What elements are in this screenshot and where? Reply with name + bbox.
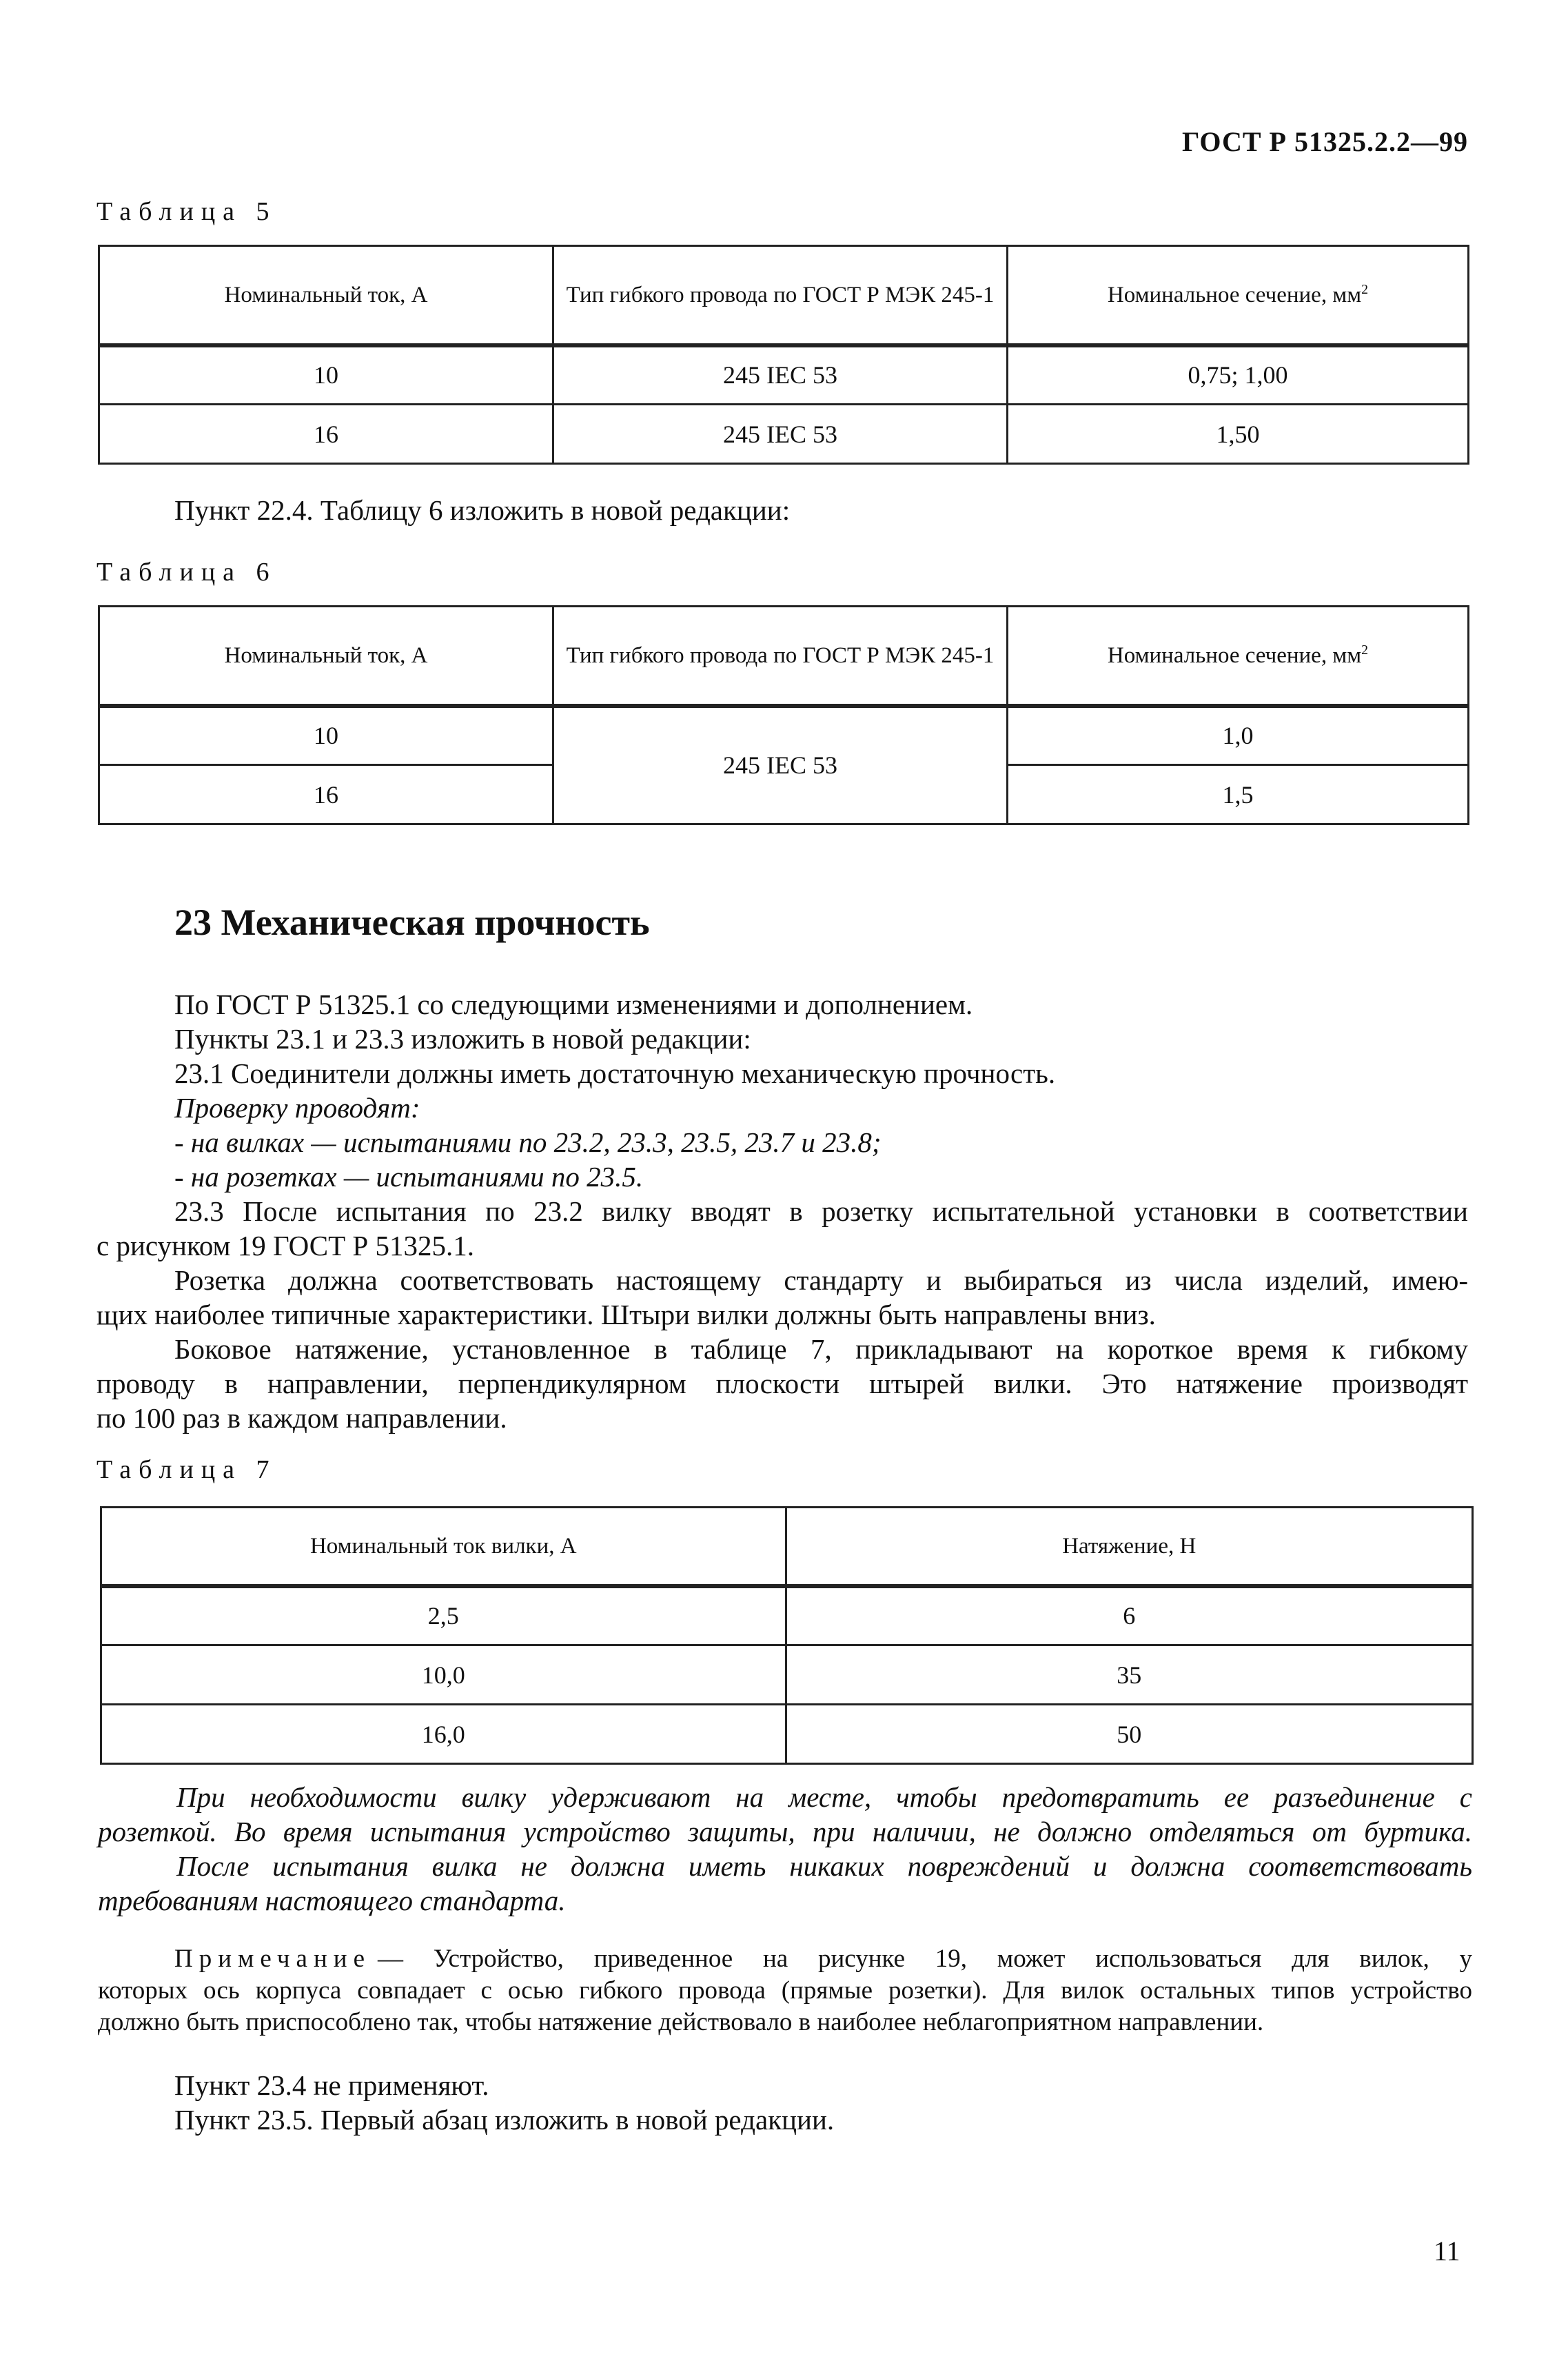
- table6-header-section-text: Номинальное сечение, мм: [1107, 642, 1362, 668]
- table5-header-section-text: Номинальное сечение, мм: [1107, 282, 1362, 307]
- table6-header-section: [1007, 607, 1468, 706]
- table7-header-tension: Натяжение, Н: [786, 1508, 1472, 1586]
- table6-cell: 1,5: [1007, 765, 1468, 824]
- table-row: [101, 1586, 1473, 1645]
- table5: [98, 245, 1469, 465]
- table-row: [99, 405, 1469, 464]
- table7-caption: Таблица 7: [96, 1455, 277, 1484]
- table5-header-sup: 2: [1361, 281, 1368, 297]
- paragraph: проводу в направлении, перпендикулярном плоскости штырей вилки. Это натяжение производят: [96, 1368, 1468, 1399]
- paragraph: Пункты 23.1 и 23.3 изложить в новой редакции:: [174, 1023, 751, 1055]
- note-text: — Устройство, приведенное на рисунке 19, может использоваться для вилок, у: [378, 1945, 1472, 1973]
- table-row: [101, 1705, 1473, 1764]
- table6-cell: 1,0: [1007, 706, 1468, 765]
- table-row: [101, 1645, 1473, 1705]
- table6-cell: 16: [99, 765, 553, 824]
- table5-caption: Таблица 5: [96, 197, 277, 226]
- paragraph: 23.3 После испытания по 23.2 вилку вводят в розетку испытательной установки в соответствии: [174, 1195, 1468, 1227]
- italic-paragraph: После испытания вилка не должна иметь никаких повреждений и должна соответствовать: [176, 1850, 1472, 1882]
- note-text: должно быть приспособлено так, чтобы натяжение действовало в наиболее неблагоприятном направлении.: [98, 2008, 1264, 2036]
- table7-cell: 16,0: [101, 1705, 786, 1764]
- closing-paragraph: Пункт 23.5. Первый абзац изложить в новой редакции.: [174, 2104, 835, 2136]
- table5-header-section: [1007, 246, 1468, 345]
- section-heading: 23 Механическая прочность: [174, 902, 650, 943]
- table5-cell: 10: [99, 345, 553, 405]
- italic-paragraph: При необходимости вилку удерживают на месте, чтобы предотвратить ее разъединение с: [176, 1781, 1472, 1813]
- table5-header-wire-type: Тип гибкого провода по ГОСТ Р МЭК 245-1: [553, 246, 1008, 345]
- table7-header-row: [101, 1508, 1473, 1586]
- table5-cell: 0,75; 1,00: [1007, 345, 1468, 405]
- table-row: [99, 345, 1469, 405]
- paragraph: щих наиболее типичные характеристики. Штыри вилки должны быть направлены вниз.: [96, 1299, 1156, 1330]
- table5-cell: 245 IEC 53: [553, 405, 1008, 464]
- table7-cell: 2,5: [101, 1586, 786, 1645]
- table6-header-row: [99, 607, 1469, 706]
- table7-cell: 6: [786, 1586, 1472, 1645]
- table7-header-current: Номинальный ток вилки, А: [101, 1508, 786, 1586]
- table5-header-row: [99, 246, 1469, 345]
- table7-cell: 10,0: [101, 1645, 786, 1705]
- paragraph: - на вилках — испытаниями по 23.2, 23.3, 23.5, 23.7 и 23.8;: [174, 1126, 882, 1158]
- page-number: 11: [1434, 2236, 1460, 2267]
- table7: [100, 1506, 1474, 1765]
- table5-cell: 16: [99, 405, 553, 464]
- table-row: [99, 706, 1469, 765]
- table6: [98, 605, 1469, 825]
- paragraph: - на розетках — испытаниями по 23.5.: [174, 1161, 644, 1193]
- paragraph: Проверку проводят:: [174, 1092, 420, 1124]
- document-code: ГОСТ Р 51325.2.2—99: [1181, 126, 1468, 157]
- paragraph: с рисунком 19 ГОСТ Р 51325.1.: [96, 1230, 474, 1261]
- table5-cell: 1,50: [1007, 405, 1468, 464]
- table7-cell: 50: [786, 1705, 1472, 1764]
- paragraph: По ГОСТ Р 51325.1 со следующими изменениями и дополнением.: [174, 989, 973, 1020]
- table7-cell: 35: [786, 1645, 1472, 1705]
- note-first-line: [174, 1944, 1472, 1974]
- italic-paragraph: требованиям настоящего стандарта.: [98, 1885, 566, 1916]
- paragraph: 23.1 Соединители должны иметь достаточную механическую прочность.: [174, 1057, 1056, 1089]
- note-label: Примечание: [174, 1945, 371, 1973]
- paragraph: по 100 раз в каждом направлении.: [96, 1402, 507, 1434]
- paragraph-22-4: Пункт 22.4. Таблицу 6 изложить в новой редакции:: [174, 494, 791, 526]
- italic-paragraph: розеткой. Во время испытания устройство защиты, при наличии, не должно отделяться от буртика.: [98, 1816, 1472, 1847]
- table6-header-sup: 2: [1361, 642, 1368, 658]
- table6-header-wire-type: Тип гибкого провода по ГОСТ Р МЭК 245-1: [553, 607, 1008, 706]
- closing-paragraph: Пункт 23.4 не применяют.: [174, 2069, 489, 2101]
- table5-cell: 245 IEC 53: [553, 345, 1008, 405]
- paragraph: Боковое натяжение, установленное в таблице 7, прикладывают на короткое время к гибкому: [174, 1333, 1468, 1365]
- note-text: которых ось корпуса совпадает с осью гибкого провода (прямые розетки). Для вилок остальных типов устройство: [98, 1976, 1472, 2005]
- table6-header-current: Номинальный ток, А: [99, 607, 553, 706]
- table6-caption: Таблица 6: [96, 558, 277, 587]
- table6-cell-merged: 245 IEC 53: [553, 706, 1008, 824]
- paragraph: Розетка должна соответствовать настоящему стандарту и выбираться из числа изделий, имею-: [174, 1264, 1468, 1296]
- table5-header-current: Номинальный ток, А: [99, 246, 553, 345]
- table6-cell: 10: [99, 706, 553, 765]
